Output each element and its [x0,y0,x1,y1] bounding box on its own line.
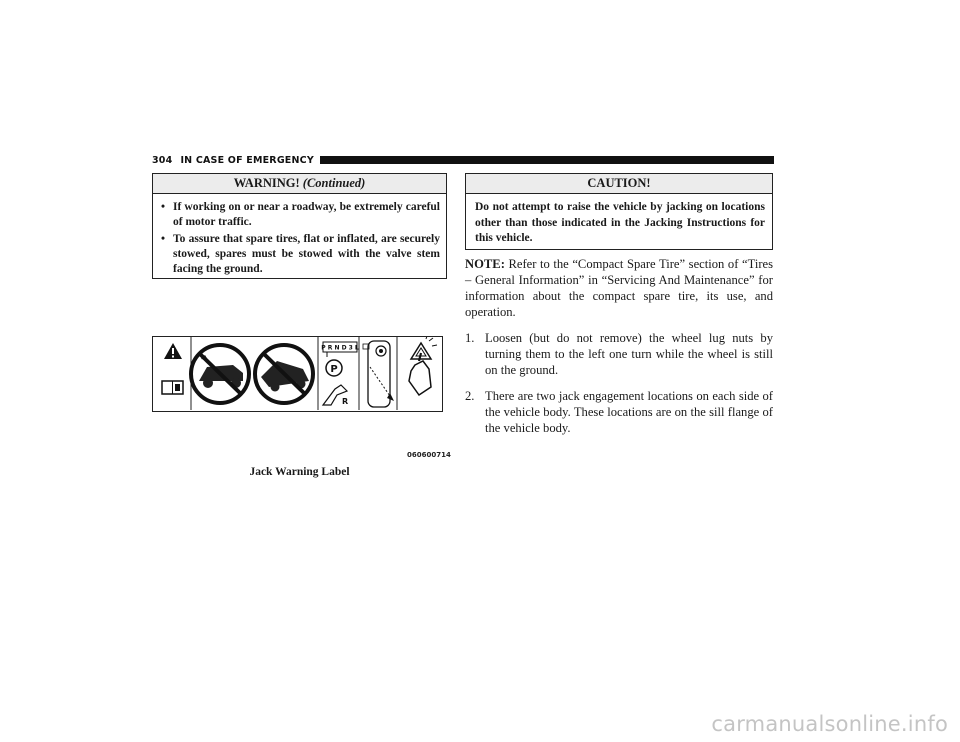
instructions-column [465,256,773,446]
step-item [465,388,773,436]
note-text: Refer to the “Compact Spare Tire” section of “Tires – General Information” in “Servicing And Maintenance” for information about the compact spare tire, its use, and operation. [465,257,773,319]
reverse-letter: R [342,397,349,406]
gear-selector-park-icon [321,342,359,406]
warning-title [153,174,446,194]
step-text: There are two jack engagement locations on each side of the vehicle body. These locations are on the sill flange of the vehicle body. [485,389,773,435]
caution-text: Do not attempt to raise the vehicle by jacking on locations other than those indicated in the Jacking Instructions for this vehicle. [475,201,765,244]
gear-letters: P R N D 3 L [321,344,359,352]
warning-item: • To assure that spare tires, flat or inflated, are securely stowed, spares must be stowed with the valve stem facing the ground. [161,232,440,277]
caution-title: CAUTION! [466,174,772,194]
no-jacking-on-slope-icon [255,345,313,403]
note-label: NOTE: [465,257,505,271]
jack-warning-label-illustration [153,337,441,410]
park-letter: P [330,364,338,375]
section-title: IN CASE OF EMERGENCY [180,154,314,166]
no-person-under-vehicle-icon [191,345,249,403]
page-number: 304 [152,154,173,166]
jack-warning-label-figure [152,336,443,412]
header-rule [320,156,774,164]
warning-title-suffix: (Continued) [302,176,366,190]
page-header [152,154,774,166]
watermark: carmanualsonline.info [711,712,948,736]
step-text: Loosen (but do not remove) the wheel lug nuts by turning them to the left one turn while the wheel is still on the ground. [485,331,773,377]
step-item [465,330,773,378]
figure-caption: Jack Warning Label [249,466,350,478]
jack-points-vehicle-icon [363,341,394,407]
figure-code: 060600714 [407,451,451,459]
caution-box [465,173,773,250]
warning-item: • If working on or near a roadway, be extremely careful of motor traffic. [161,200,440,230]
step-number: 1. [465,331,475,345]
owners-manual-icon [162,381,183,394]
steps-list [465,330,773,436]
step-number: 2. [465,389,475,403]
warning-title-text: WARNING! [233,176,300,190]
note-paragraph [465,256,773,320]
warning-box [152,173,447,279]
warning-list [153,200,446,277]
hazard-flasher-hand-icon [409,337,437,395]
warning-triangle-icon [164,343,182,359]
